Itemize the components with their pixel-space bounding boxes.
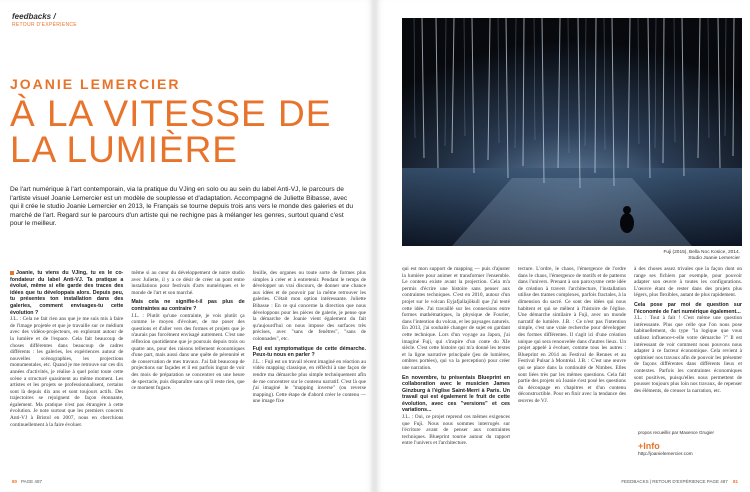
answer: même si au cœur du développement de notre studio avec Juliette, il y a ce désir de créer un pont entre installations pour festivals d'arts numériques et le monde de l'art et son marché. (131, 270, 245, 296)
answer: J.L. : Oui, ce projet reprend ces mêmes exigences que Fuji. Nous nous sommes interrogés sur l'écriture avant de penser aux contraintes techniques. Blueprint tourne autour du rapport entre l'univers et l'architecture. (402, 414, 510, 447)
caption-line-2: Studio Joanie Lemercier (688, 256, 740, 261)
rubric-main: feedbacks / (12, 12, 56, 21)
text-column-1 (10, 270, 123, 470)
question: Fuji est symptomatique de cette démarche. Peux-tu nous en parler ? (252, 345, 366, 359)
question: En novembre, tu présentais Blueprint en collaboration avec le musicien James Ginzburg à l'église Saint-Merri à Paris. Un travail qui est également le fruit de cette évolution, avec ces "versions" et ces variations... (402, 374, 510, 414)
title-line-2: LA LUMIÈRE (10, 129, 238, 170)
question: Mais cela ne signifie-t-il pas plus de contraintes au contraire ? (131, 299, 245, 312)
answer: J.L. : Tout à fait ! C'est même une question intéressante. Plus que celle que l'on nous pose habituellement, du type "la logique que vous utilisez influence-t-elle votre démarche ?" Il est intéressant de voir comment nous pouvons nous adapter à ce facteur économique. Cela revient à optimiser nos travaux afin de pouvoir les présenter de façons différentes dans différents lieux et contextes. Parfois les contraintes économiques sont positives, puisqu'elles nous permettent de pousser toujours plus loin nos travaux, de repenser des éléments, de creuser la narration, etc. (634, 315, 742, 394)
footer-text: FEEDBACKS | RETOUR D'EXPÉRIENCE PAGE 487 (621, 479, 728, 484)
question: Joanie, tu viens du VJing, tu es le co-fondateur du label Anti-VJ. Ta pratique a évolué, même si elle garde des traces des idées que tu développais alors. Depuis peu, tu présentes ton installation dans des galeries, comment envisages-tu cette évolution ? (10, 270, 124, 316)
page-number: 81 (732, 479, 738, 484)
info-block (638, 430, 742, 457)
page-number: 80 (12, 479, 18, 484)
text-column-3 (253, 270, 366, 470)
text-column-6 (634, 266, 742, 426)
installation-photo-graphic (402, 18, 742, 246)
answer: J.L. : Fuji est un travail récent imaginé en réaction au vidéo mapping classique, en réfléchi à une façon de rendre ma démarche plus simple techniquement afin de me concentrer sur le contenu narratif. C'est là que j'ai imaginé le "mapping inverse" (ou reverse mapping). Cette étape de d'abord créer le contenu — une image fixe (252, 358, 366, 405)
answer: J.L. : Cela ne fait rien ans que je me suis mis à faire de l'image projetée et que je travaille sur ce médium avec des vidéos-projecteurs, en explorant autour de la lumière et de l'espace. Cela fait beaucoup de choses différentes dans beaucoup de cadres différents : les galeries, les expériences autour de nouvelles scénographies, les projections monumentales, etc. Quand je me retrouve sur ces dix années d'activités, je réalise à quel point toute cette scène a structuré quasiment au même moment. Les artistes et les projets se professionnalisent, certains sont là depuis dix ans et sont toujours actifs. Des trajectoires se rejoignent de façon étonnante, également. Ma pratique n'est pas étrangère à cette évolution. Je note surtout que les premiers concerts Anti-VJ à Bristol en 2007, nous en cherchions continuellement à la faire évoluer. (10, 316, 124, 428)
rubric-sub: RETOUR D'EXPÉRIENCE (12, 22, 77, 28)
text-column-2 (131, 270, 244, 470)
installation-photo (402, 18, 742, 246)
footer-text: PAGE 487 (21, 479, 42, 484)
text-column-5 (518, 266, 626, 426)
interview-credit: propos recueillis par Maxence Grugier (638, 430, 715, 435)
article-lead: De l'art numérique à l'art contemporain, via la pratique du VJing en solo ou au sein du label Anti-VJ, le parcours de l'artiste visuel Joanie Lemercier est un modèle de souplesse et d'adaptation. Accompagné de Juliette Bibasse, avec qui il crée le studio Joanie Lemercier en 2013, le Français se tourne depuis trois ans vers le monde des galeries et du marché de l'art. Regard sur le parcours d'un artiste qui ne rechigne pas à mélanger les genres, surtout quand c'est pour le meilleur. (10, 186, 354, 228)
caption-line-1: Fuji (2015), Bella Noc Kosice, 2014. (663, 250, 740, 255)
right-footer (621, 479, 738, 484)
title-line-1: À LA VITESSE DE (10, 93, 332, 134)
info-title: +Info (638, 441, 660, 451)
answer: J.L. : Plutôt qu'une contrainte, je vois plutôt ça comme le moyen d'évoluer, de me poser des questions et d'aller vers des formes et projets que je n'aurais pas forcément envisagé autrement. C'est une réflexion quotidienne que je poursuis depuis trois ou quatre ans, pour des raisons tellement économiques d'une part, mais aussi dans une quête de pérennité et de conservation de mes travaux. J'ai fait beaucoup de projections sur façades et il est parfois ingrat de voir des mois de préparation se concentrer en une heure de spectacle, puis disparaître sans qu'il reste rien, que ce moment fugace. (131, 312, 245, 392)
answer: feuille, des organes ou toute sorte de formes plus simples à créer et à entretenir. Pendant le temps de développer un vrai discours, de donner une chance aux idées et de pouvoir par la même retrouver les galeries. C'était mon option intéressante. Juliette Bibasse : En ce qui concerne la direction que nous développons pour les pièces de galerie, je pense que la démarche de Joanie vient également du fait qu'aujourd'hui on nous impose des surfaces très précises, avec "sans de fenêtres", "sans de colonnades", etc. (252, 270, 366, 342)
info-link[interactable]: http://joanielemercier.com (638, 452, 693, 457)
photo-caption (663, 250, 740, 262)
question: Cela pose par moi de question sur l'économie de l'art numérique également... (634, 301, 742, 315)
left-footer (12, 479, 42, 484)
left-text-columns (10, 270, 366, 470)
text-column-4 (402, 266, 510, 447)
answer: tecture. L'ordre, le chaos, l'émergence de l'ordre dans le chaos, l'émergence de motifs et de patterns dans l'univers. Prenant à son paroxysme cette idée de création à travers l'architecture, l'installation utilise des trames complexes, parfois fractales, à la dimension du sacré. Ce sont des idées qui nous habitent et qui se mêlent à l'histoire de l'église. Une démarche similaire à Fuji, avec un monde narratif de lumière. J.B. : Ce n'est pas l'intention simple, c'est une vraie recherche pour développer des formes différentes. Il s'agit ici d'une création unique qui sera renouvelée dans d'autres lieux. Un projet appelé à évoluer, comme tous les autres : Blueprint en 2014 au Festival de Rennes et au Festival Pulsar à Montréal. J.B. : C'est une œuvre qui se place dans la continuité de Nimbes. Elles sont liées très par les mêmes questions. Cela fait partie des projets où Joanie s'est posé les questions du découpage en chapitres et d'un contenu déconstructible. Pour en finir avec la tendance des œuvres de VJ. (518, 266, 626, 404)
left-page (0, 0, 374, 492)
answer: à des choses assez trivales que la façon dont on range ses fichiers par exemple, pour pouvoir adapter son œuvre à toutes les configurations. L'œuvre étant de rester dans des projets plus légers, plus flexibles, autant de plus rapidement. (634, 266, 742, 299)
answer: qui est mon support de mapping — puis d'ajuster la lumière pour animer et transformer l'ensemble. Le contenu existe avant la projection. Cela m'a permis d'écrire une histoire sans penser aux contraintes techniques. C'est en 2010, autour d'un projet sur le volcan Eyjafjallajökull que j'ai tenté cette idée. J'ai travaillé sur les connexions entre formes mathématiques, la physique de Fourier, dans l'intention du volcan, et les paysages naturels. En 2013, j'ai souhaité changer de sujet en gardant cette technique. Lors d'un voyage au Japon, j'ai imaginé Fuji, qui s'inspire d'un conte du XIe siècle. C'est cette histoire qui m'a donné les textes et la ligne narrative principale (jeu de lumières, ombres portées), qui va la perception) pour créer une narration. (402, 266, 510, 371)
section-rubric (12, 12, 77, 28)
question-marker-icon (10, 271, 14, 275)
right-page (376, 0, 750, 492)
article-title (10, 93, 350, 170)
author-name: JOANIE LEMERCIER (10, 76, 181, 92)
